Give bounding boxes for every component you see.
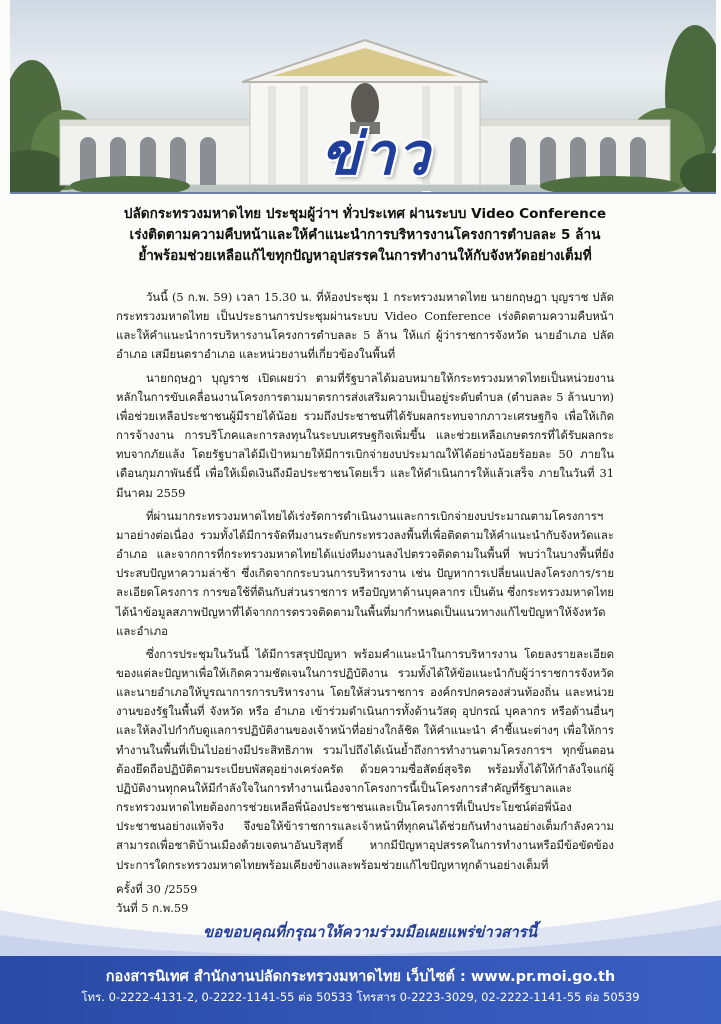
footer-contact: โทร. 0-2222-4131-2, 0-2222-1141-55 ต่อ 50533 โทรสาร 0-2223-3029, 02-2222-1141-55 ต่อ 50539 <box>81 990 640 1004</box>
masthead-title: ข่าว <box>320 120 432 188</box>
footer-bar <box>0 956 721 1024</box>
article-paragraph: ที่ผ่านมากระทรวงมหาดไทยได้เร่งรัดการดำเนินงานและการเบิกจ่ายงบประมาณตามโครงการฯ มาอย่างต่อเนื่อง รวมทั้งได้มีการจัดทีมงานระดับกระทรวงลงพื้นที่เพื่อติดตามให้คำแนะนำกับจังหวัดและอำเภอ และจากการที่กระทรวงมหาดไทยได้แบ่งทีมงานลงไปตรวจติดตามในพื้นที่ พบว่าในบางพื้นที่ยังประสบปัญหาความล่าช้า ซึ่งเกิดจากกระบวนการบริหารงาน เช่น ปัญหาการเปลี่ยนแปลงโครงการ/รายละเอียดโครงการ การขอใช้ที่ดินกับส่วนราชการ หรือปัญหาด้านบุคลากร เป็นต้น ซึ่งกระทรวงมหาดไทยได้นำข้อมูลสภาพปัญหาที่ได้จากการตรวจติดตามในพื้นที่มากำหนดเป็นแนวทางแก้ไขปัญหาให้จังหวัดและอำเภอ <box>116 508 614 638</box>
header-banner <box>10 0 716 194</box>
headline-line: เร่งติดตามความคืบหน้าและให้คำแนะนำการบริหารงานโครงการตำบลละ 5 ล้าน <box>129 227 601 243</box>
article-paragraph: ซึ่งการประชุมในวันนี้ ได้มีการสรุปปัญหา พร้อมคำแนะนำในการบริหารงาน โดยลงรายละเอียดของแต่ละปัญหาเพื่อให้เกิดความชัดเจนในการปฏิบัติงาน รวมทั้งได้ให้ข้อแนะนำกับผู้ว่าราชการจังหวัด และนายอำเภอให้บูรณาการการบริหารงาน โดยให้ส่วนราชการ องค์กรปกครองส่วนท้องถิ่น และหน่วยงานของรัฐในพื้นที่ จังหวัด หรือ อำเภอ เข้าร่วมดำเนินการทั้งด้านวัสดุ อุปกรณ์ บุคลากร หรือด้านอื่นๆ และให้ลงไปกำกับดูแลการปฏิบัติงานของเจ้าหน้าที่อย่างใกล้ชิด ให้คำแนะนำ คำชี้แนะต่างๆ เพื่อให้การทำงานในพื้นที่เป็นไปอย่างมีประสิทธิภาพ รวมไปถึงได้เน้นย้ำถึงการทำงานตามโครงการฯ ทุกขั้นตอนต้องยึดถือปฏิบัติตามระเบียบพัสดุอย่างเคร่งครัด ด้วยความซื่อสัตย์สุจริต พร้อมทั้งได้ให้กำลังใจแก่ผู้ปฏิบัติงานทุกคนให้มีกำลังใจในการทำงานเนื่องจากโครงการนี้เป็นโครงการสำคัญที่รัฐบาลและกระทรวงมหาดไทยต้องการช่วยเหลือพี่น้องประชาชนและเป็นโครงการที่เป็นประโยชน์ต่อพี่น้องประชาชนอย่างแท้จริง จึงขอให้ข้าราชการและเจ้าหน้าที่ทุกคนได้ช่วยกันทำงานอย่างเต็มกำลังความสามารถเพื่อชาติบ้านเมืองด้วยเจตนาอันบริสุทธิ์ หากมีปัญหาอุปสรรคในการทำงานหรือมีข้อขัดข้องประการใดกระทรวงมหาดไทยพร้อมเคียงข้างและพร้อมช่วยแก้ไขปัญหาทุกด้านอย่างเต็มที่ <box>116 646 614 872</box>
issue-info <box>116 880 316 918</box>
thanks-note: ขอขอบคุณที่กรุณาให้ความร่วมมือเผยแพร่ข่าวสารนี้ <box>203 923 537 941</box>
issue-date: วันที่ 5 ก.พ.59 <box>116 901 189 915</box>
footer-org-website: กองสารนิเทศ สำนักงานปลัดกระทรวงมหาดไทย เว็บไซต์ : www.pr.moi.go.th <box>105 969 616 985</box>
article-body <box>116 288 614 875</box>
headline-line: ปลัดกระทรวงมหาดไทย ประชุมผู้ว่าฯ ทั่วประเทศ ผ่านระบบ Video Conference <box>123 206 607 222</box>
headline <box>80 204 650 267</box>
issue-number: ครั้งที่ 30 /2559 <box>116 882 198 896</box>
article-paragraph: นายกฤษฎา บุญราช เปิดเผยว่า ตามที่รัฐบาลได้มอบหมายให้กระทรวงมหาดไทยเป็นหน่วยงานหลักในการขับเคลื่อนงานโครงการตามมาตรการส่งเสริมความเป็นอยู่ระดับตำบล (ตำบลละ 5 ล้านบาท) เพื่อช่วยเหลือประชาชนผู้มีรายได้น้อย รวมถึงประชาชนที่ได้รับผลกระทบจากภาวะเศรษฐกิจ เพื่อให้เกิดการจ้างงาน การบริโภคและการลงทุนในระบบเศรษฐกิจเพิ่มขึ้น และช่วยเหลือเกษตรกรที่ได้รับผลกระทบจากภัยแล้ง โดยรัฐบาลได้มีเป้าหมายให้มีการเบิกจ่ายงบประมาณให้ได้อย่างน้อยร้อยละ 50 ภายในเดือนกุมภาพันธ์นี้ เพื่อให้เม็ดเงินถึงมือประชาชนโดยเร็ว และให้ดำเนินการให้แล้วเสร็จ ภายในวันที่ 31 มีนาคม 2559 <box>116 370 614 500</box>
headline-line: ย้ำพร้อมช่วยเหลือแก้ไขทุกปัญหาอุปสรรคในการทำงานให้กับจังหวัดอย่างเต็มที่ <box>138 248 592 264</box>
article-paragraph: วันนี้ (5 ก.พ. 59) เวลา 15.30 น. ที่ห้องประชุม 1 กระทรวงมหาดไทย นายกฤษฎา บุญราช ปลัดกระทรวงมหาดไทย เป็นประธานการประชุมผ่านระบบ Video Conference เร่งติดตามความคืบหน้าและให้คำแนะนำการบริหารงานโครงการตำบลละ 5 ล้าน ให้แก่ ผู้ว่าราชการจังหวัด นายอำเภอ ปลัดอำเภอ เสมียนตราอำเภอ และหน่วยงานที่เกี่ยวข้องในพื้นที่ <box>116 290 614 362</box>
